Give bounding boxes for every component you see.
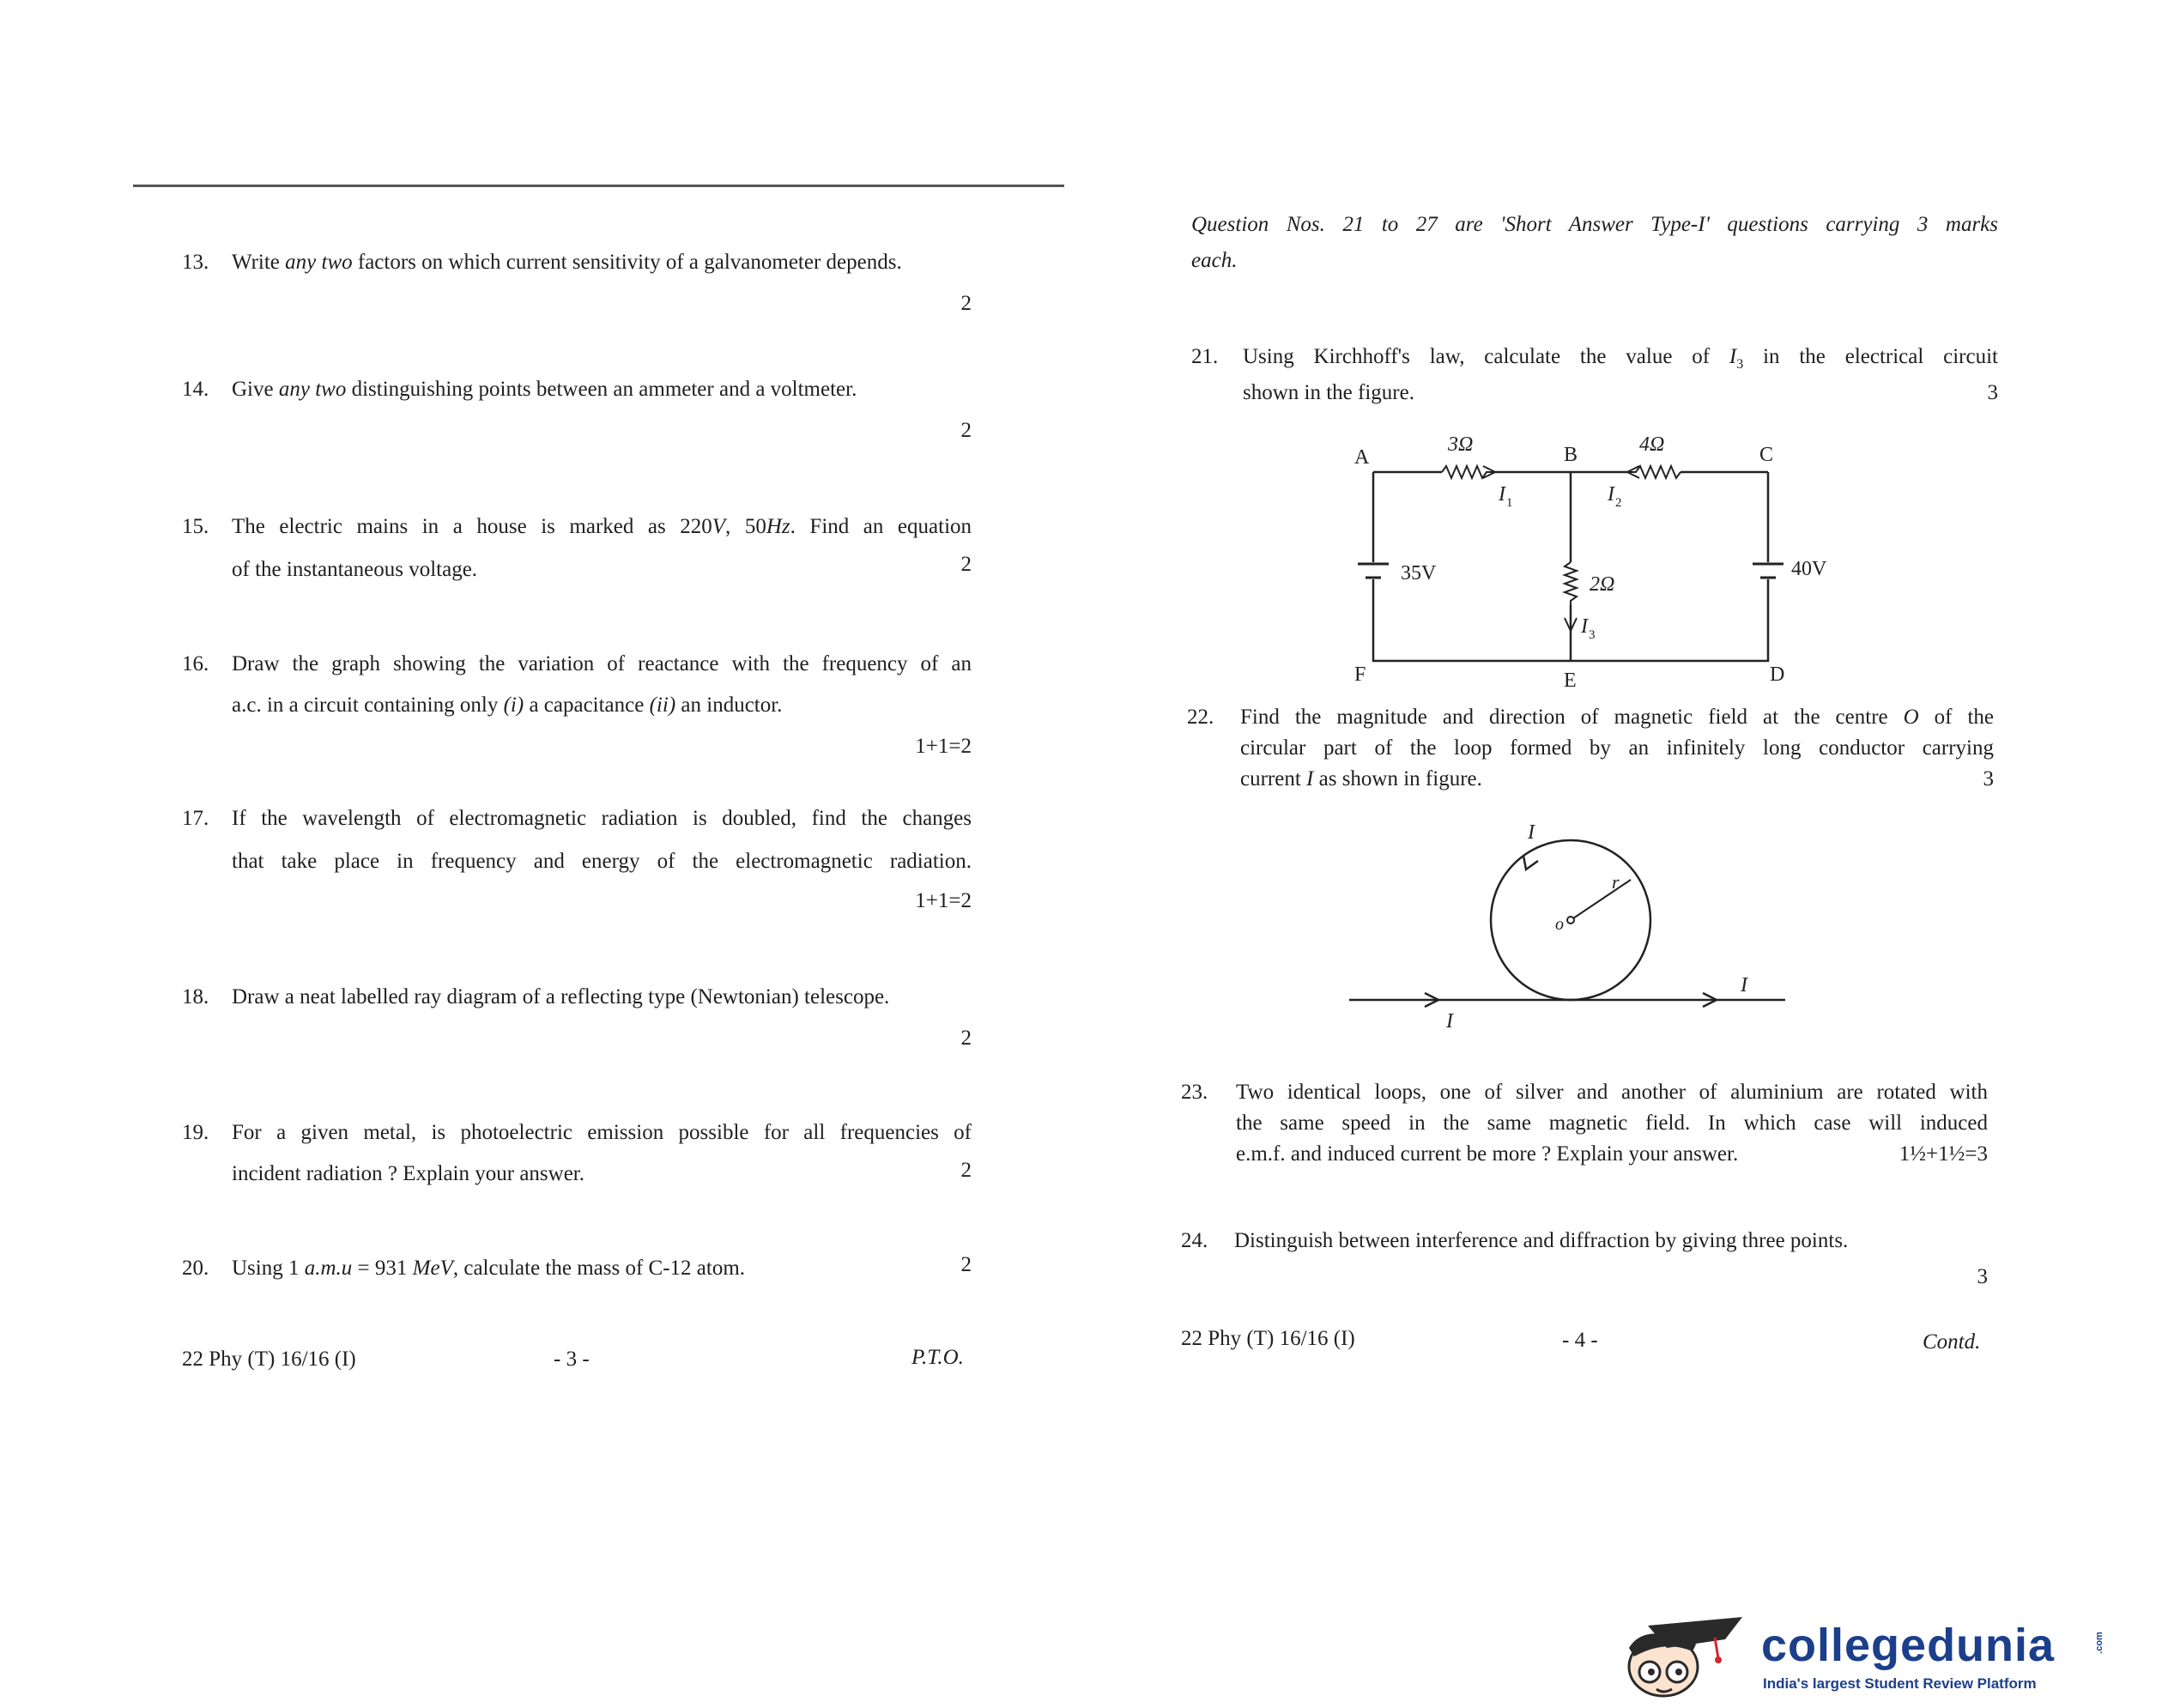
question-13 [182, 242, 972, 328]
question-number: 13. [182, 251, 209, 274]
question-text: Using 1 a.m.u = 931 MeV, calculate the mass of C-12 atom. [232, 1257, 746, 1280]
right-footer-page: - 4 - [1562, 1329, 1598, 1352]
marks: 1+1=2 [915, 735, 972, 758]
label-r2: 4Ω [1639, 433, 1665, 456]
question-14 [182, 369, 972, 455]
marks: 2 [960, 1253, 972, 1276]
question-text-line1: Draw the graph showing the variation of reactance with the frequency of an [232, 652, 972, 675]
battery-35v [1358, 564, 1389, 578]
resistor-3ohm [1442, 466, 1492, 478]
centre-point [1567, 917, 1574, 924]
question-text: Give any two distinguishing points between an ammeter and a voltmeter. [232, 378, 857, 401]
arrow-loop [1523, 856, 1538, 869]
node-e: E [1564, 669, 1577, 692]
question-23 [1181, 1077, 1988, 1180]
question-text-line3: e.m.f. and induced current be more ? Explain your answer. [1236, 1142, 1739, 1166]
label-v2: 40V [1791, 558, 1827, 580]
label-i1: I [1499, 483, 1505, 506]
marks: 2 [960, 1027, 972, 1050]
label-i-left: I [1446, 1010, 1453, 1033]
question-text-line2: incident radiation ? Explain your answer. [232, 1162, 584, 1185]
question-number: 20. [182, 1257, 209, 1280]
mascot-icon [1614, 1614, 1759, 1708]
question-number: 18. [182, 985, 209, 1008]
question-number: 19. [182, 1121, 209, 1144]
question-number: 24. [1181, 1229, 1208, 1252]
label-i-top: I [1528, 821, 1535, 844]
logo-brand: collegedunia [1761, 1620, 2056, 1671]
collegedunia-logo [1614, 1614, 2163, 1708]
question-18 [182, 977, 972, 1063]
label-r1: 3Ω [1448, 433, 1474, 456]
section-header [1191, 204, 1998, 282]
question-text: Distinguish between interference and diffraction by giving three points. [1234, 1229, 1849, 1252]
question-text-line1: Find the magnitude and direction of magnetic field at the centre O of the [1240, 706, 1995, 729]
question-text: Write any two factors on which current sensitivity of a galvanometer depends. [232, 251, 902, 274]
question-17 [182, 798, 972, 918]
question-text-line2: that take place in frequency and energy of the electromagnetic radiation. [232, 850, 972, 873]
question-text-line1: If the wavelength of electromagnetic radiation is doubled, find the changes [232, 807, 972, 830]
node-b: B [1564, 444, 1578, 466]
question-24 [1181, 1220, 1988, 1298]
question-text-line1: The electric mains in a house is marked as 220V, 50Hz. Find an equation [232, 515, 972, 538]
loop-diagram [1339, 820, 1802, 1043]
radius-line [1571, 880, 1631, 920]
section-header-line2: each. [1191, 249, 1238, 272]
left-page-top-rule [133, 185, 1064, 187]
section-header-line1: Question Nos. 21 to 27 are 'Short Answer Type-I' questions carrying 3 marks [1191, 213, 1998, 236]
marks: 1½+1½=3 [1899, 1142, 1988, 1166]
question-text-line1: For a given metal, is photoelectric emission possible for all frequencies of [232, 1121, 972, 1144]
question-text-line3: current I as shown in figure. [1240, 767, 1482, 790]
logo-tagline: India's largest Student Review Platform [1763, 1675, 2037, 1692]
label-i-right: I [1741, 974, 1747, 996]
node-a: A [1354, 446, 1370, 469]
label-v1: 35V [1401, 562, 1437, 584]
question-text-line2: of the instantaneous voltage. [232, 558, 478, 581]
marks: 2 [960, 553, 972, 576]
question-number: 21. [1191, 345, 1219, 368]
circuit-diagram [1339, 425, 1827, 700]
node-c: C [1759, 444, 1774, 466]
node-f: F [1354, 663, 1366, 686]
question-text-line2: circular part of the loop formed by an infinitely long conductor carrying [1240, 736, 1994, 760]
right-footer-code: 22 Phy (T) 16/16 (I) [1181, 1327, 1355, 1350]
question-number: 17. [182, 807, 209, 830]
label-i3: I [1581, 615, 1588, 638]
question-16 [182, 644, 972, 764]
question-19 [182, 1112, 972, 1207]
label-r3: 2Ω [1590, 573, 1615, 596]
marks: 3 [1987, 381, 1998, 404]
question-21 [1191, 339, 1998, 416]
right-footer-contd: Contd. [1923, 1330, 1981, 1354]
label-i1-sub: 1 [1506, 496, 1513, 510]
label-o: o [1555, 915, 1564, 934]
label-r: r [1612, 871, 1620, 893]
label-i2-sub: 2 [1615, 496, 1622, 510]
battery-40v [1753, 564, 1783, 578]
question-text-line1: Two identical loops, one of silver and another of aluminium are rotated with [1236, 1081, 1988, 1104]
question-text-line2: a.c. in a circuit containing only (i) a capacitance (ii) an inductor. [232, 693, 783, 717]
marks: 1+1=2 [915, 889, 972, 912]
question-22 [1187, 702, 1994, 805]
question-number: 22. [1187, 706, 1214, 729]
node-d: D [1770, 663, 1785, 686]
logo-suffix: .com [2093, 1632, 2104, 1654]
question-number: 16. [182, 652, 209, 675]
left-footer-page: - 3 - [554, 1348, 590, 1371]
question-text-line2: the same speed in the same magnetic field. In which case will induced [1236, 1111, 1988, 1135]
question-number: 23. [1181, 1081, 1208, 1104]
question-text-line2: shown in the figure. [1243, 381, 1414, 404]
question-text-line1: Using Kirchhoff's law, calculate the value of $I_3$ in the electrical circuit [1243, 345, 1998, 372]
label-i2: I [1608, 483, 1614, 506]
resistor-2ohm [1565, 562, 1577, 605]
marks: 3 [1977, 1265, 1988, 1288]
label-i3-sub: 3 [1589, 628, 1596, 642]
question-text: Draw a neat labelled ray diagram of a reflecting type (Newtonian) telescope. [232, 985, 890, 1008]
marks: 2 [960, 1159, 972, 1182]
resistor-4ohm [1631, 466, 1681, 478]
left-footer-code: 22 Phy (T) 16/16 (I) [182, 1348, 356, 1371]
marks: 2 [960, 292, 972, 315]
left-footer-pto: P.T.O. [911, 1346, 964, 1369]
question-20 [182, 1248, 972, 1299]
question-15 [182, 506, 972, 601]
marks: 3 [1983, 767, 1994, 790]
marks: 2 [960, 419, 972, 442]
question-number: 14. [182, 378, 209, 401]
question-number: 15. [182, 515, 209, 538]
